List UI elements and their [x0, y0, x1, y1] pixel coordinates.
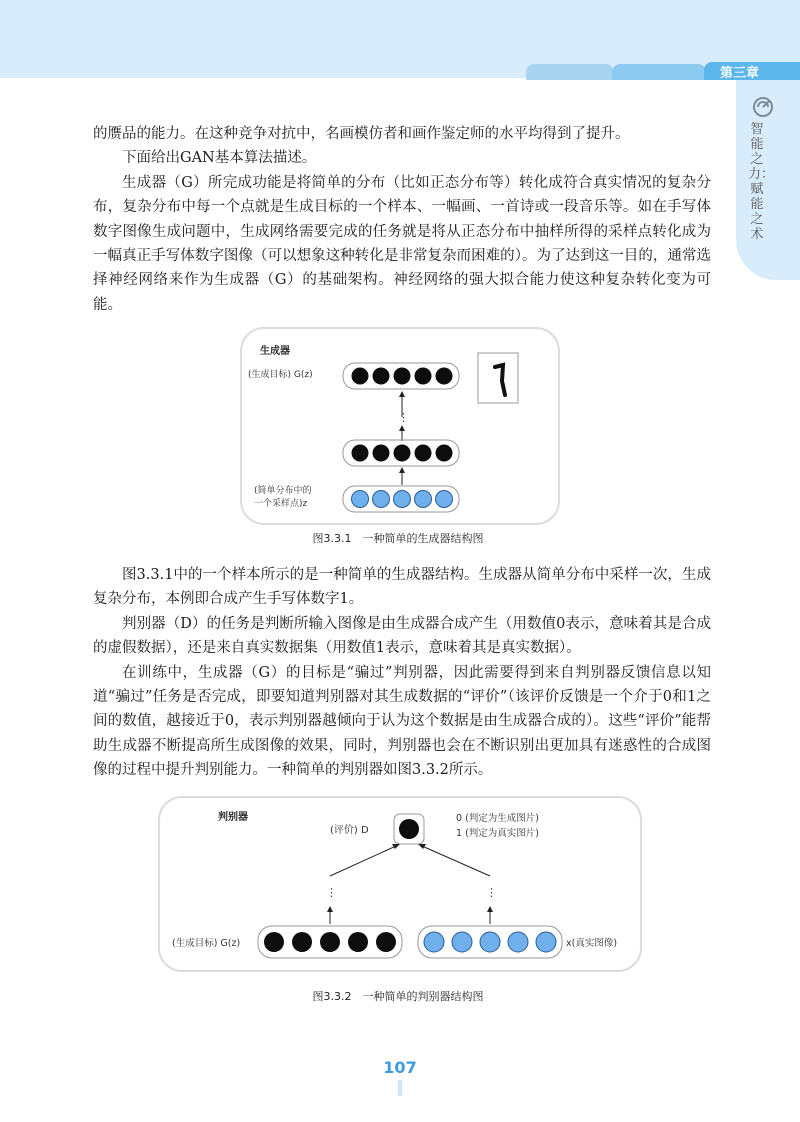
- generated-input-label: (生成目标) G(z): [172, 938, 241, 949]
- real-node: [424, 932, 444, 952]
- body-text-middle: [93, 563, 711, 783]
- arrow-head: [399, 467, 405, 473]
- hidden-node: [436, 445, 453, 462]
- generator-figure: [240, 327, 560, 525]
- discriminator-diagram: [160, 798, 640, 970]
- ellipsis: ⋮: [326, 886, 337, 899]
- arrow-left-branch: [330, 846, 396, 876]
- generated-node: [320, 932, 340, 952]
- hidden-node: [373, 445, 390, 462]
- input-node: [436, 491, 453, 508]
- paragraph: 在训练中，生成器（G）的目标是“骗过”判别器，因此需要得到来自判别器反馈信息以知道“骗过”任务是否完成，即要知道判别器对其生成数据的“评价”（该评价反馈是一个介于0和1之间的数值，越接近于0，表示判别器越倾向于认为这个数据是由生成器合成的）。这些“评价”能帮助生成器不断提高所生成图像的效果，同时，判别器也会在不断识别出更加具有迷惑性的合成图像的过程中提升判别能力。一种简单的判别器如图3.3.2所示。: [93, 664, 711, 779]
- generated-node: [292, 932, 312, 952]
- input-node: [415, 491, 432, 508]
- input-node: [373, 491, 390, 508]
- generator-title: 生成器: [260, 346, 290, 357]
- input-node: [394, 491, 411, 508]
- generator-input-label-line1: (简单分布中的: [254, 486, 312, 496]
- header-tab: [612, 64, 706, 80]
- output-0-label: 0 (判定为生成图片): [456, 813, 539, 824]
- arrow-head: [399, 391, 405, 397]
- discriminator-figure: [158, 796, 642, 972]
- hidden-node: [394, 445, 411, 462]
- output-1-label: 1 (判定为真实图片): [456, 828, 539, 839]
- paragraph: 生成器（G）所完成功能是将简单的分布（比如正态分布等）转化成符合真实情况的复杂分布，复杂分布中每一个点就是生成目标的一个样本、一幅画、一首诗或一段音乐等。如在手写体数字图像生成问题中，生成网络需要完成的任务就是将从正态分布中抽样所得的采样点转化成为一幅真正手写体数字图像（可以想象这种转化是非常复杂而困难的）。为了达到这一目的，通常选择神经网络来作为生成器（G）的基础架构。神经网络的强大拟合能力使这种复杂转化变为可能。: [93, 174, 711, 313]
- arrow-head: [399, 425, 405, 431]
- paragraph: 判别器（D）的任务是判断所输入图像是由生成器合成产生（用数值0表示，意味着其是合成的虚假数据），还是来自真实数据集（用数值1表示，意味着其是真实数据）。: [93, 615, 711, 657]
- side-title: 智能之力：赋能之术: [748, 122, 775, 242]
- input-layer-nodes: [352, 491, 453, 508]
- output-node: [436, 368, 453, 385]
- generated-node: [348, 932, 368, 952]
- discriminator-title: 判别器: [218, 812, 248, 823]
- score-label: (评价) D: [330, 825, 369, 836]
- generator-input-label-line2: 一个采样点)z: [254, 499, 308, 509]
- real-node: [508, 932, 528, 952]
- output-node: [415, 368, 432, 385]
- arrow-head: [392, 844, 400, 849]
- real-input-nodes: [424, 932, 556, 952]
- generator-diagram: [242, 329, 558, 523]
- real-input-label: x(真实图像): [566, 938, 618, 949]
- hidden-layer-nodes: [352, 445, 453, 462]
- ellipsis: ⋮: [486, 886, 497, 899]
- arrow-head: [418, 844, 426, 849]
- header-tab: [526, 64, 614, 80]
- arrow-right-branch: [422, 846, 490, 876]
- hidden-node: [415, 445, 432, 462]
- page-marker: [398, 1080, 402, 1096]
- arrow-head: [487, 906, 493, 912]
- paragraph: 下面给出GAN基本算法描述。: [122, 150, 317, 167]
- output-layer-nodes: [352, 368, 453, 385]
- ellipsis: ⋮: [398, 411, 409, 424]
- generated-node: [376, 932, 396, 952]
- output-node: [352, 368, 369, 385]
- figure1-caption: 图3.3.1 一种简单的生成器结构图: [312, 532, 484, 545]
- hidden-node: [352, 445, 369, 462]
- figure2-caption: 图3.3.2 一种简单的判别器结构图: [312, 990, 484, 1003]
- chapter-logo-icon: [752, 96, 774, 118]
- discriminator-output-node: [399, 819, 419, 839]
- digit-image-frame: [478, 353, 518, 403]
- generated-input-nodes: [264, 932, 396, 952]
- generated-node: [264, 932, 284, 952]
- input-node: [352, 491, 369, 508]
- paragraph: 的赝品的能力。在这种竞争对抗中，名画模仿者和画作鉴定师的水平均得到了提升。: [93, 126, 630, 142]
- real-node: [480, 932, 500, 952]
- arrow-head: [327, 906, 333, 912]
- output-node: [394, 368, 411, 385]
- body-text-top: [93, 122, 711, 317]
- chapter-tab: 第三章: [704, 62, 800, 80]
- paragraph: 图3.3.1中的一个样本所示的是一种简单的生成器结构。生成器从简单分布中采样一次，生成复杂分布，本例即合成产生手写体数字1。: [93, 567, 711, 608]
- generator-output-label: (生成目标) G(z): [248, 370, 313, 380]
- output-node: [373, 368, 390, 385]
- real-node: [536, 932, 556, 952]
- real-node: [452, 932, 472, 952]
- page-number: 107: [383, 1058, 417, 1077]
